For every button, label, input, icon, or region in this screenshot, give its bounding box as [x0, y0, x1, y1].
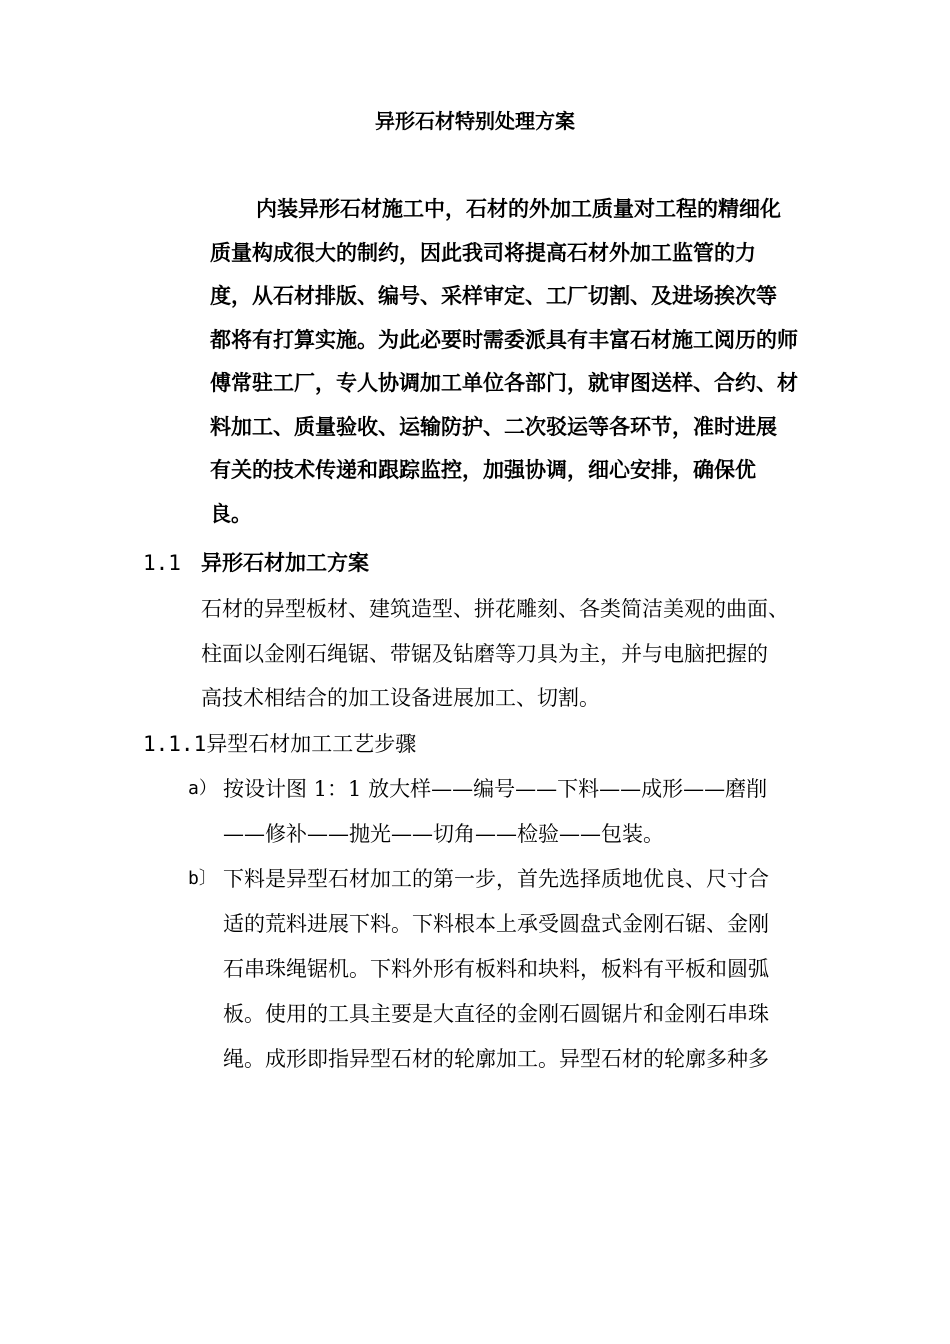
subsection-title: 异型石材加工工艺步骤	[206, 732, 417, 756]
intro-line: 傅常驻工厂，专人协调加工单位各部门，就审图送样、合约、材	[210, 371, 798, 395]
intro-line: 质量构成很大的制约，因此我司将提高石材外加工监管的力	[210, 240, 756, 265]
paragraph-line: 石材的异型板材、建筑造型、拼花雕刻、各类简洁美观的曲面、	[201, 597, 789, 621]
intro-line: 内装异形石材施工中，石材的外加工质量对工程的精细化	[256, 197, 781, 221]
intro-line: 有关的技术传递和跟踪监控，加强协调，细心安排，确保优	[210, 458, 756, 482]
subsection-number: 1.1.1	[143, 732, 207, 756]
document-title: 异形石材特别处理方案	[375, 109, 575, 133]
intro-paragraph	[210, 192, 820, 540]
section-number: 1.1	[143, 551, 181, 575]
intro-line: 良。	[210, 501, 252, 526]
intro-line: 都将有打算实施。为此必要时需委派具有丰富石材施工阅历的师	[210, 327, 798, 352]
list-marker: a）	[188, 778, 217, 799]
list-item-line: 下料是异型石材加工的第一步，首先选择质地优良、尺寸合	[223, 867, 769, 891]
section-title: 异形石材加工方案	[201, 551, 369, 575]
section-heading	[143, 546, 369, 580]
list-item-line: 按设计图 1：1 放大样——编号——下料——成形——磨削	[223, 777, 768, 801]
list-item-content	[223, 772, 823, 862]
intro-line: 料加工、质量验收、运输防护、二次驳运等各环节，准时进展	[210, 414, 777, 439]
list-item-line: 绳。成形即指异型石材的轮廓加工。异型石材的轮廓多种多	[223, 1047, 769, 1071]
list-marker: b〕	[188, 868, 217, 889]
subsection-heading	[143, 727, 416, 761]
paragraph-line: 柱面以金刚石绳锯、带锯及钻磨等刀具为主，并与电脑把握的	[201, 641, 768, 666]
list-item-content	[223, 862, 823, 1087]
list-item-line: 石串珠绳锯机。下料外形有板料和块料，板料有平板和圆弧	[223, 957, 769, 981]
intro-line: 度，从石材排版、编号、采样审定、工厂切割、及进场挨次等	[210, 284, 777, 308]
list-item-line: 板。使用的工具主要是大直径的金刚石圆锯片和金刚石串珠	[223, 1002, 769, 1026]
paragraph-line: 高技术相结合的加工设备进展加工、切割。	[201, 686, 600, 710]
list-item-line: ——修补——抛光——切角——检验——包装。	[223, 822, 664, 846]
list-item-line: 适的荒料进展下料。下料根本上承受圆盘式金刚石锯、金刚	[223, 912, 769, 936]
section-paragraph	[201, 592, 821, 726]
